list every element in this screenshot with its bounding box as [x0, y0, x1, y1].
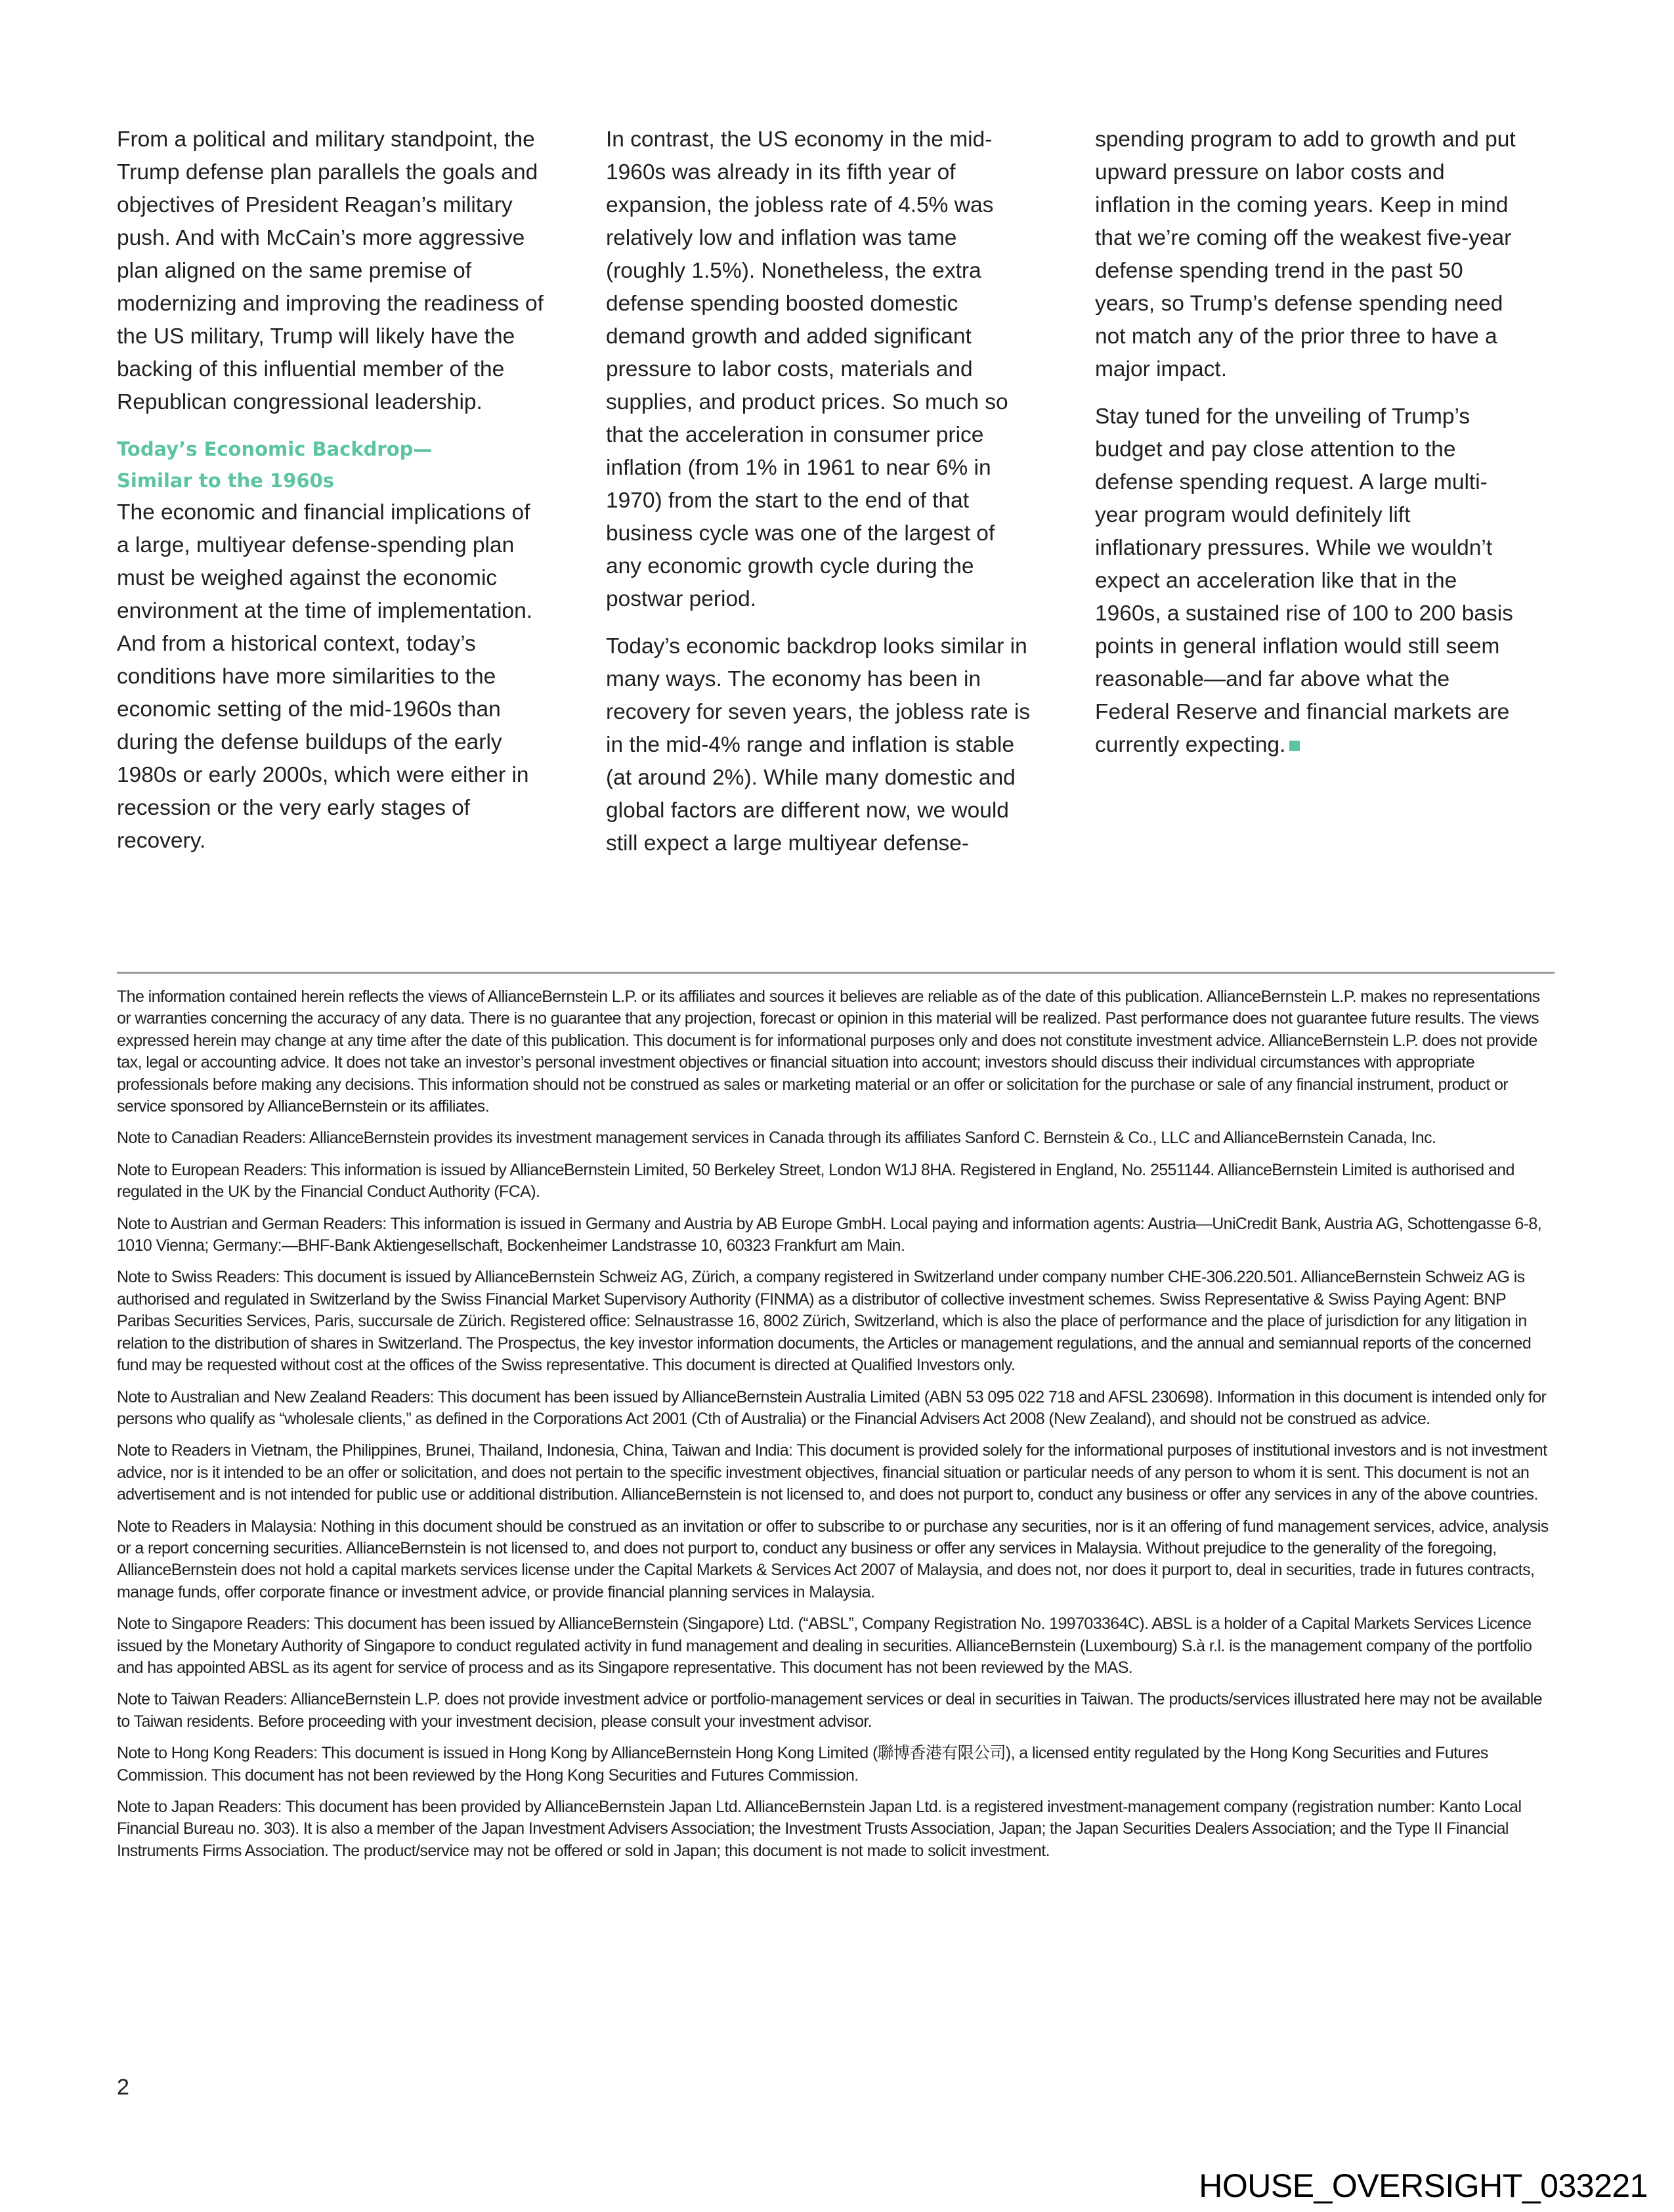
section-heading-line-2: Similar to the 1960s — [117, 469, 335, 492]
disclaimers — [117, 986, 1555, 1872]
disclaimer-hong-kong: Note to Hong Kong Readers: This document is issued in Hong Kong by AllianceBernstein Hong Kong Limited (聯博香港有限公司), a licensed entity regulated by the Hong Kong Securities and Futures Commission. This document has not been reviewed by the Hong Kong Securities and Futures Commission. — [117, 1744, 1488, 1785]
paragraph: From a political and military standpoint, the Trump defense plan parallels the goals and objectives of President Reagan’s military push. And with McCain’s more aggressive plan aligned on the same premise of modernizing and improving the readiness of the US military, Trump will likely have the backing of this influential member of the Republican congressional leadership. — [117, 127, 544, 414]
disclaimer-general: The information contained herein reflects the views of AllianceBernstein L.P. or its affiliates and sources it believes are reliable as of the date of this publication. AllianceBernstein L.P. makes no representations or warranties concerning the accuracy of any data. There is no guarantee that any projection, forecast or opinion in this material will be realized. Past performance does not guarantee future results. The views expressed herein may change at any time after the date of this publication. This document is for informational purposes only and does not constitute investment advice. AllianceBernstein L.P. does not provide tax, legal or accounting advice. It does not take an investor’s personal investment objectives or financial situation into account; investors should discuss their individual circumstances with appropriate professionals before making any decisions. This information should not be construed as sales or marketing material or an offer or solicitation for the purchase or sale of any financial instrument, product or service sponsored by AllianceBernstein or its affiliates. — [117, 987, 1540, 1116]
disclaimer-switzerland: Note to Swiss Readers: This document is issued by AllianceBernstein Schweiz AG, Zürich, a company registered in Switzerland under company number CHE-306.220.501. AllianceBernstein Schweiz AG is authorised and regulated in Switzerland by the Swiss Financial Market Supervisory Authority (FINMA) as a distributor of collective investment schemes. Swiss Representative & Swiss Paying Agent: BNP Paribas Securities Services, Paris, succursale de Zürich. Registered office: Selnaustrasse 16, 8002 Zürich, Switzerland, which is also the place of performance and the place of jurisdiction for any litigation in relation to the distribution of shares in Switzerland. The Prospectus, the key investor information documents, the Articles or management regulations, and the annual and semiannual reports of the concerned fund may be requested without cost at the offices of the Swiss representative. This document is directed at Qualified Investors only. — [117, 1268, 1532, 1375]
paragraph: The economic and financial implications of a large, multiyear defense-spending plan must be weighed against the economic environment at the time of implementation. And from a historical context, today’s conditions have more similarities to the economic setting of the mid-1960s than during the defense buildups of the early 1980s or early 2000s, which were either in recession or the very early stages of recovery. — [117, 500, 533, 853]
bates-number: HOUSE_OVERSIGHT_033221 — [1199, 2167, 1648, 2204]
page-number: 2 — [117, 2075, 129, 2100]
divider-rule — [117, 972, 1555, 974]
disclaimer-canada: Note to Canadian Readers: AllianceBernstein provides its investment management services in Canada through its affiliates Sanford C. Bernstein & Co., LLC and AllianceBernstein Canada, Inc. — [117, 1129, 1436, 1148]
disclaimer-japan: Note to Japan Readers: This document has been provided by AllianceBernstein Japan Ltd. AllianceBernstein Japan Ltd. is a registered investment-management company (registration number: Kanto Local Financial Bureau no. 303). It is also a member of the Japan Investment Advisers Association; the Investment Trusts Association, Japan; the Japan Securities Dealers Association; and the Type II Financial Instruments Firms Association. The product/service may not be offered or sold in Japan; this document is not made to solicit investment. — [117, 1798, 1522, 1860]
disclaimer-taiwan: Note to Taiwan Readers: AllianceBernstein L.P. does not provide investment advice or portfolio-management services or deal in securities in Taiwan. The products/services illustrated here may not be available to Taiwan residents. Before proceeding with your investment decision, please consult your investment advisor. — [117, 1690, 1543, 1731]
paragraph: Today’s economic backdrop looks similar in many ways. The economy has been in recovery for seven years, the jobless rate is in the mid-4% range and inflation is stable (at around 2%). While many domestic and global factors are different now, we would still expect a large multiyear defense- — [606, 634, 1031, 856]
paragraph-text: Stay tuned for the unveiling of Trump’s budget and pay close attention to the defense spending request. A large multi-year program would definitely lift inflationary pressures. While we wouldn’t expect an acceleration like that in the 1960s, a sustained rise of 100 to 200 basis points in general inflation would still seem reasonable—and far above what the Federal Reserve and financial markets are currently expecting. — [1095, 404, 1513, 757]
paragraph: In contrast, the US economy in the mid-1960s was already in its fifth year of expansion, the jobless rate of 4.5% was relatively low and inflation was tame (roughly 1.5%). Nonetheless, the extra defense spending boosted domestic demand growth and added significant pressure to labor costs, materials and supplies, and product prices. So much so that the acceleration in consumer price inflation (from 1% in 1961 to near 6% in 1970) from the start to the end of that business cycle was one of the largest of any economic growth cycle during the postwar period. — [606, 127, 1008, 611]
disclaimer-austria-germany: Note to Austrian and German Readers: This information is issued in Germany and Austria by AB Europe GmbH. Local paying and information agents: Austria—UniCredit Bank, Austria AG, Schottengasse 6-8, 1010 Vienna; Germany:—BHF-Bank Aktiengesellschaft, Bockenheimer Landstrasse 10, 60323 Frankfurt am Main. — [117, 1214, 1542, 1255]
article-body — [117, 123, 1555, 860]
disclaimer-australia-nz: Note to Australian and New Zealand Readers: This document has been issued by AllianceBernstein Australia Limited (ABN 53 095 022 718 and AFSL 230698). Information in this document is intended only for persons who qualify as “wholesale clients,” as defined in the Corporations Act 2001 (Cth of Australia) or the Financial Advisers Act 2008 (New Zealand), and should not be construed as advice. — [117, 1387, 1547, 1428]
article-column-1 — [117, 123, 544, 860]
disclaimer-europe: Note to European Readers: This information is issued by AllianceBernstein Limited, 50 Berkeley Street, London W1J 8HA. Registered in England, No. 2551144. AllianceBernstein Limited is authorised and regulated in the UK by the Financial Conduct Authority (FCA). — [117, 1160, 1514, 1202]
section-heading-line-1: Today’s Economic Backdrop— — [117, 438, 433, 460]
paragraph-with-end-mark — [1095, 401, 1522, 762]
section-heading — [117, 433, 544, 496]
disclaimer-asia: Note to Readers in Vietnam, the Philippines, Brunei, Thailand, Indonesia, China, Taiwan and India: This document is provided solely for the informational purposes of institutional investors and is not investment advice, nor is it intended to be an offer or solicitation, and does not pertain to the specific investment objectives, financial situation or particular needs of any person to whom it is sent. This document is not an advertisement and is not intended for public use or additional distribution. AllianceBernstein is not licensed to, and does not purport to, conduct any business or offer any services in any of the above countries. — [117, 1441, 1547, 1504]
article-column-3 — [1095, 123, 1522, 860]
paragraph: spending program to add to growth and put upward pressure on labor costs and inflation in the coming years. Keep in mind that we’re coming off the weakest five-year defense spending trend in the past 50 years, so Trump’s defense spending need not match any of the prior three to have a major impact. — [1095, 127, 1516, 381]
end-of-article-square-icon — [1289, 741, 1300, 751]
disclaimer-singapore: Note to Singapore Readers: This document has been issued by AllianceBernstein (Singapore) Ltd. (“ABSL”, Company Registration No. 199703364C). ABSL is a holder of a Capital Markets Services Licence issued by the Monetary Authority of Singapore to conduct regulated activity in fund management and dealing in securities. AllianceBernstein (Luxembourg) S.à r.l. is the management company of the portfolio and has appointed ABSL as its agent for service of process and as its Singapore representative. This document has not been reviewed by the MAS. — [117, 1615, 1532, 1677]
disclaimer-malaysia: Note to Readers in Malaysia: Nothing in this document should be construed as an invitation or offer to subscribe to or purchase any securities, nor is it an offering of fund management services, advice, analysis or a report concerning securities. AllianceBernstein is not licensed to, and does not purport to, conduct any business or offer any services in Malaysia. Without prejudice to the generality of the foregoing, AllianceBernstein does not hold a capital markets services license under the Capital Markets & Services Act 2007 of Malaysia, and does not, nor does it purport to, deal in securities, trade in futures contracts, manage funds, offer corporate finance or investment advice, or provide financial planning services in Malaysia. — [117, 1517, 1549, 1601]
article-column-2 — [606, 123, 1033, 860]
